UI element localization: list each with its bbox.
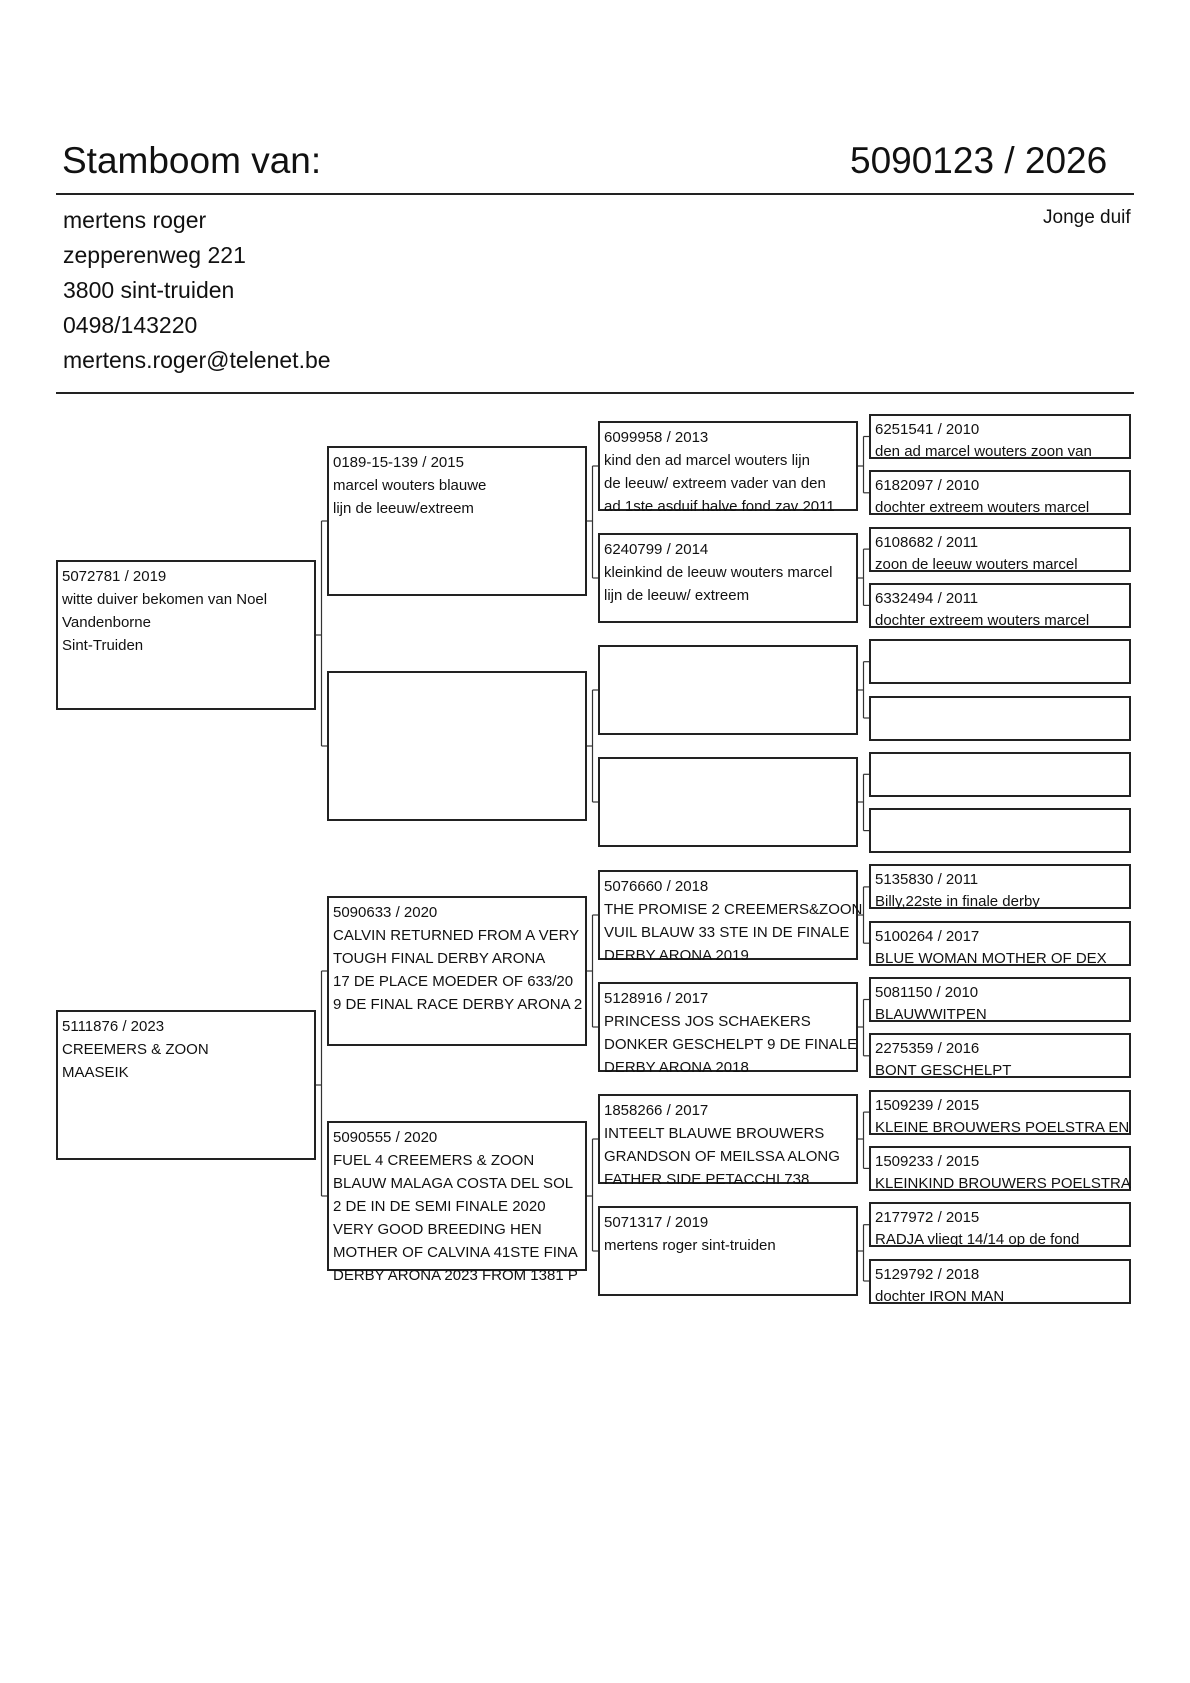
great-grandparent-box <box>598 645 858 735</box>
owner-street: zepperenweg 221 <box>63 242 246 268</box>
age-status: Jonge duif <box>1043 207 1131 228</box>
great-great-grandparent-box <box>869 639 1131 684</box>
great-great-grandparent-box <box>869 583 1131 628</box>
ring-number: 6099958 / 2013 <box>604 429 709 446</box>
ring-number: 5076660 / 2018 <box>604 878 709 895</box>
pigeon-note: VERY GOOD BREEDING HEN <box>333 1221 542 1238</box>
ring-number: 5111876 / 2023 <box>62 1018 165 1035</box>
pigeon-note: KLEINKIND BROUWERS POELSTRA <box>875 1174 1131 1192</box>
great-great-grandparent-box <box>869 752 1131 797</box>
pigeon-note: BLAUWWITPEN <box>875 1006 987 1023</box>
pigeon-note: RADJA vliegt 14/14 op de fond <box>875 1231 1080 1249</box>
great-great-grandparent-box <box>869 1259 1131 1304</box>
pigeon-note: mertens roger sint-truiden <box>604 1237 776 1254</box>
great-grandparent-box <box>598 533 858 623</box>
pigeon-note: PRINCESS JOS SCHAEKERS <box>604 1013 811 1030</box>
grandparent-box <box>327 446 587 596</box>
pigeon-note: BLUE WOMAN MOTHER OF DEX <box>875 949 1107 967</box>
pigeon-note: BONT GESCHELPT <box>875 1062 1012 1080</box>
pigeon-note: dochter extreem wouters marcel <box>875 611 1090 629</box>
ring-number: 5081150 / 2010 <box>875 984 979 1001</box>
pigeon-note: TOUGH FINAL DERBY ARONA <box>333 950 546 967</box>
great-great-grandparent-box <box>869 864 1131 909</box>
pigeon-note: FATHER SIDE PETACCHI 738 <box>604 1171 810 1188</box>
ring-number: 5129792 / 2018 <box>875 1265 980 1283</box>
dam-box <box>56 1010 316 1160</box>
pigeon-note: 9 DE FINAL RACE DERBY ARONA 2 <box>333 996 583 1013</box>
pigeon-note: DERBY ARONA 2019 <box>604 947 749 964</box>
great-grandparent-box <box>598 870 863 964</box>
pigeon-note: marcel wouters blauwe <box>333 477 487 494</box>
pigeon-note: 17 DE PLACE MOEDER OF 633/20 <box>333 973 574 990</box>
ring-number: 0189-15-139 / 2015 <box>333 454 464 471</box>
pigeon-ring-number: 5090123 / 2026 <box>850 140 1108 181</box>
ring-number: 2275359 / 2016 <box>875 1040 980 1058</box>
ring-number: 5135830 / 2011 <box>875 871 979 889</box>
pigeon-note: ad 1ste asduif halve fond zav 2011 <box>604 498 835 515</box>
ring-number: 5128916 / 2017 <box>604 990 709 1007</box>
pigeon-note: INTEELT BLAUWE BROUWERS <box>604 1125 825 1142</box>
ring-number: 5090555 / 2020 <box>333 1129 438 1146</box>
pigeon-note: VUIL BLAUW 33 STE IN DE FINALE <box>604 924 850 941</box>
pigeon-note: lijn de leeuw/extreem <box>333 500 474 517</box>
great-great-grandparent-box <box>869 808 1131 853</box>
great-great-grandparent-box <box>869 470 1131 515</box>
great-grandparent-box <box>598 1206 858 1296</box>
owner-phone: 0498/143220 <box>63 312 198 338</box>
pigeon-note: FUEL 4 CREEMERS & ZOON <box>333 1152 535 1169</box>
ring-number: 1509239 / 2015 <box>875 1096 980 1114</box>
pigeon-note: CREEMERS & ZOON <box>62 1041 209 1058</box>
great-great-grandparent-box <box>869 977 1131 1022</box>
ring-number: 6108682 / 2011 <box>875 533 979 551</box>
pigeon-note: MOTHER OF CALVINA 41STE FINA <box>333 1244 578 1261</box>
pigeon-note: DERBY ARONA 2018 <box>604 1059 749 1076</box>
pigeon-note: GRANDSON OF MEILSSA ALONG <box>604 1148 840 1165</box>
grandparent-box <box>327 1121 587 1284</box>
grandparent-box <box>327 671 587 821</box>
pigeon-note: DONKER GESCHELPT 9 DE FINALE <box>604 1036 858 1053</box>
great-grandparent-box <box>598 1094 858 1188</box>
ring-number: 6251541 / 2010 <box>875 421 980 438</box>
pigeon-note: lijn de leeuw/ extreem <box>604 587 750 604</box>
owner-email: mertens.roger@telenet.be <box>63 347 331 373</box>
great-great-grandparent-box <box>869 696 1131 741</box>
grandparent-box <box>327 896 587 1046</box>
owner-name: mertens roger <box>63 207 207 233</box>
pigeon-note: CALVIN RETURNED FROM A VERY <box>333 927 580 944</box>
pigeon-note: den ad marcel wouters zoon van <box>875 443 1092 460</box>
great-great-grandparent-box <box>869 1090 1131 1135</box>
ring-number: 1509233 / 2015 <box>875 1152 980 1170</box>
great-great-grandparent-box <box>869 921 1131 966</box>
pigeon-note: 2 DE IN DE SEMI FINALE 2020 <box>333 1198 546 1215</box>
great-great-grandparent-box <box>869 414 1131 459</box>
great-grandparent-box <box>598 421 858 515</box>
pigeon-note: BLAUW MALAGA COSTA DEL SOL <box>333 1175 574 1192</box>
ring-number: 5090633 / 2020 <box>333 904 438 921</box>
pigeon-note: kleinkind de leeuw wouters marcel <box>604 564 833 581</box>
pigeon-note: kind den ad marcel wouters lijn <box>604 452 810 469</box>
pigeon-note: KLEINE BROUWERS POELSTRA EN <box>875 1118 1130 1136</box>
sire-box <box>56 560 316 710</box>
pigeon-note: dochter IRON MAN <box>875 1287 1005 1305</box>
great-great-grandparent-box <box>869 1202 1131 1247</box>
pigeon-note: Vandenborne <box>62 614 151 631</box>
pigeon-note: MAASEIK <box>62 1064 129 1081</box>
ring-number: 6332494 / 2011 <box>875 589 979 607</box>
pigeon-note: THE PROMISE 2 CREEMERS&ZOON <box>604 901 863 918</box>
page-title: Stamboom van: <box>62 140 322 181</box>
ring-number: 5100264 / 2017 <box>875 927 980 945</box>
ring-number: 5072781 / 2019 <box>62 568 167 585</box>
ring-number: 2177972 / 2015 <box>875 1209 980 1227</box>
pigeon-note: Sint-Truiden <box>62 637 144 654</box>
ring-number: 1858266 / 2017 <box>604 1102 709 1119</box>
great-great-grandparent-box <box>869 527 1131 572</box>
great-grandparent-box <box>598 757 858 847</box>
great-grandparent-box <box>598 982 858 1076</box>
pigeon-note: dochter extreem wouters marcel <box>875 499 1090 517</box>
ring-number: 6240799 / 2014 <box>604 541 709 558</box>
pigeon-note: Billy,22ste in finale derby <box>875 893 1040 911</box>
pigeon-note: de leeuw/ extreem vader van den <box>604 475 826 492</box>
great-great-grandparent-box <box>869 1146 1131 1191</box>
great-great-grandparent-box <box>869 1033 1131 1078</box>
owner-city: 3800 sint-truiden <box>63 277 235 303</box>
ring-number: 5071317 / 2019 <box>604 1214 709 1231</box>
ring-number: 6182097 / 2010 <box>875 477 980 495</box>
pigeon-note: zoon de leeuw wouters marcel <box>875 555 1078 573</box>
pigeon-note: DERBY ARONA 2023 FROM 1381 P <box>333 1267 578 1284</box>
pigeon-note: witte duiver bekomen van Noel <box>62 591 268 608</box>
